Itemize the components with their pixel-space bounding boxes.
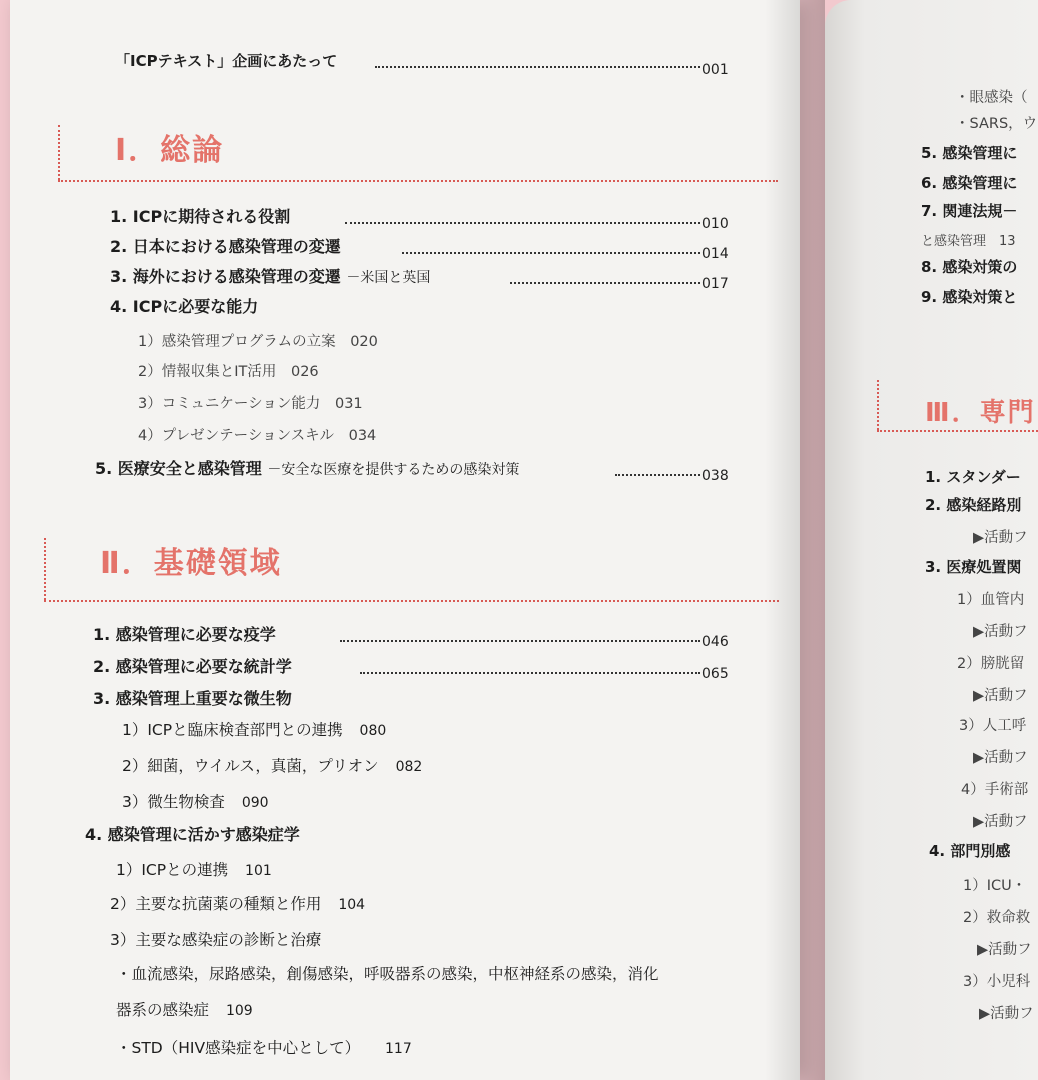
toc-bullet (116, 998, 253, 1020)
toc-subitem-page: 031 (334, 396, 363, 412)
toc-subitem: 4）手術部 (961, 782, 1029, 798)
toc-subitem-page: 080 (359, 723, 387, 739)
toc-activity: ▶活動フ (973, 750, 1028, 766)
toc-item (93, 654, 292, 677)
toc-subitem-label: 3）主要な感染症の診断と治療 (110, 931, 322, 949)
toc-bullet: ・SARS，ウ (955, 116, 1038, 132)
toc-item-label: 感染管理に活かす感染症学 (107, 825, 300, 844)
toc-item-label: ICPに期待される役割 (132, 207, 291, 226)
toc-subitem: 2）膀胱留 (957, 656, 1025, 672)
toc-item: 9. 感染対策と (921, 288, 1018, 306)
toc-item-label: 日本における感染管理の変遷 (132, 237, 341, 256)
toc-subitem-page: 026 (290, 364, 319, 380)
toc-subitem-label: 2）主要な抗菌薬の種類と作用 (110, 895, 322, 913)
toc-subitem-page: 020 (350, 334, 378, 350)
toc-item (85, 822, 300, 845)
toc-item: 4. 部門別感 (929, 842, 1011, 860)
toc-subitem: 1）ICU・ (963, 878, 1027, 894)
toc-item: 2. 感染経路別 (925, 496, 1022, 514)
toc-item-page: 010 (702, 216, 729, 232)
toc-subitem-label: 3）コミュニケーション能力 (138, 396, 321, 412)
toc-item-page: 046 (702, 634, 729, 650)
section-title: Ⅰ．総論 (115, 133, 225, 168)
toc-subitem (138, 424, 376, 445)
toc-subitem (116, 858, 272, 880)
toc-subitem (138, 330, 378, 351)
toc-item-subtitle: －米国と英国 (346, 270, 431, 286)
toc-subitem-page: 104 (338, 897, 366, 913)
toc-subitem-label: 4）プレゼンテーションスキル (138, 428, 334, 444)
toc-bullet (116, 962, 659, 984)
toc-intro-label: 「ICPテキスト」企画にあたって (115, 52, 338, 70)
toc-subitem-label: 2）情報収集とIT活用 (138, 364, 277, 380)
section-divider (877, 430, 1038, 432)
toc-bullet (116, 1036, 412, 1058)
section-divider (44, 538, 46, 600)
toc-item-label: ICPに必要な能力 (132, 297, 259, 316)
toc-item (110, 264, 430, 287)
book-gutter (765, 0, 825, 1080)
toc-subitem (138, 392, 363, 413)
toc-bullet-page: 117 (385, 1041, 412, 1057)
toc-activity: ▶活動フ (979, 1006, 1034, 1022)
toc-item (110, 204, 290, 227)
toc-activity: ▶活動フ (977, 942, 1032, 958)
right-page (825, 0, 1038, 1080)
toc-item: 6. 感染管理に (921, 174, 1018, 192)
toc-subitem: 2）救命救 (963, 910, 1031, 926)
toc-activity: ▶活動フ (973, 814, 1028, 830)
toc-item-subtitle: －安全な医療を提供するための感染対策 (267, 462, 520, 478)
leader-dots (402, 252, 700, 254)
toc-subitem-label: 1）ICPと臨床検査部門との連携 (122, 721, 343, 739)
toc-subitem (138, 360, 319, 381)
toc-activity: ▶活動フ (973, 688, 1028, 704)
toc-subitem-page: 101 (245, 863, 272, 879)
toc-bullet-label: ・STD（HIV感染症を中心として） (116, 1039, 361, 1057)
toc-item-label: 感染管理に必要な疫学 (115, 625, 276, 644)
leader-dots (510, 282, 700, 284)
section-divider (877, 380, 879, 430)
toc-subitem-page: 034 (348, 428, 377, 444)
toc-activity: ▶活動フ (973, 624, 1028, 640)
section-divider (44, 600, 779, 602)
toc-subitem-label: 3）微生物検査 (122, 793, 225, 811)
toc-item (95, 456, 519, 479)
toc-subitem: 3）小児科 (963, 974, 1031, 990)
leader-dots (345, 222, 700, 224)
toc-item (93, 622, 276, 645)
section-title: Ⅱ．基礎領域 (100, 546, 282, 581)
toc-subitem (122, 718, 386, 740)
toc-bullet-page: 109 (225, 1003, 253, 1019)
toc-subitem (110, 892, 365, 914)
toc-item-label: 感染管理に必要な統計学 (115, 657, 292, 676)
toc-item-label: 海外における感染管理の変遷 (132, 267, 341, 286)
toc-subitem (110, 928, 321, 950)
toc-item: 3. 医療処置関 (925, 558, 1022, 576)
toc-item (93, 686, 292, 709)
section-divider (58, 125, 60, 180)
toc-item (110, 294, 258, 317)
leader-dots (360, 672, 700, 674)
toc-item-number: 4. (110, 297, 128, 316)
toc-intro-page: 001 (702, 62, 729, 78)
toc-item-number: 1. (110, 207, 128, 226)
toc-item-continuation: と感染管理 13 (921, 234, 1016, 249)
toc-subitem-label: 2）細菌，ウイルス，真菌，プリオン (122, 757, 379, 775)
toc-item: 7. 関連法規－ (921, 202, 1018, 220)
left-page (10, 0, 800, 1080)
toc-subitem-label: 1）感染管理プログラムの立案 (138, 334, 336, 350)
leader-dots (375, 66, 700, 68)
toc-item-number: 2. (93, 657, 111, 676)
toc-item-number: 4. (85, 825, 103, 844)
toc-subitem: 1）血管内 (957, 592, 1025, 608)
toc-bullet-label: 器系の感染症 (116, 1001, 210, 1019)
toc-item-number: 2. (110, 237, 128, 256)
toc-item-page: 038 (702, 468, 729, 484)
toc-subitem-page: 082 (395, 759, 423, 775)
section-title: Ⅲ．専門 (925, 398, 1036, 428)
toc-bullet: ・眼感染（ (955, 90, 1028, 106)
toc-subitem-label: 1）ICPとの連携 (116, 861, 229, 879)
toc-item: 8. 感染対策の (921, 258, 1018, 276)
toc-item (110, 234, 341, 257)
toc-item-number: 3. (110, 267, 128, 286)
toc-item-number: 5. (95, 459, 113, 478)
toc-activity: ▶活動フ (973, 530, 1028, 546)
toc-item: 5. 感染管理に (921, 144, 1018, 162)
toc-item-label: 医療安全と感染管理 (117, 459, 262, 478)
toc-bullet-label: ・血流感染，尿路感染，創傷感染，呼吸器系の感染，中枢神経系の感染，消化 (116, 965, 659, 983)
toc-item-label: 感染管理上重要な微生物 (115, 689, 292, 708)
section-divider (58, 180, 778, 182)
toc-item-page: 017 (702, 276, 729, 292)
toc-subitem (122, 790, 269, 812)
toc-item-page: 014 (702, 246, 729, 262)
toc-item: 1. スタンダー (925, 468, 1021, 486)
leader-dots (340, 640, 700, 642)
toc-item-page: 065 (702, 666, 729, 682)
toc-subitem: 3）人工呼 (959, 718, 1027, 734)
toc-item-number: 1. (93, 625, 111, 644)
leader-dots (615, 474, 700, 476)
toc-subitem-page: 090 (241, 795, 269, 811)
toc-subitem (122, 754, 422, 776)
toc-item-number: 3. (93, 689, 111, 708)
